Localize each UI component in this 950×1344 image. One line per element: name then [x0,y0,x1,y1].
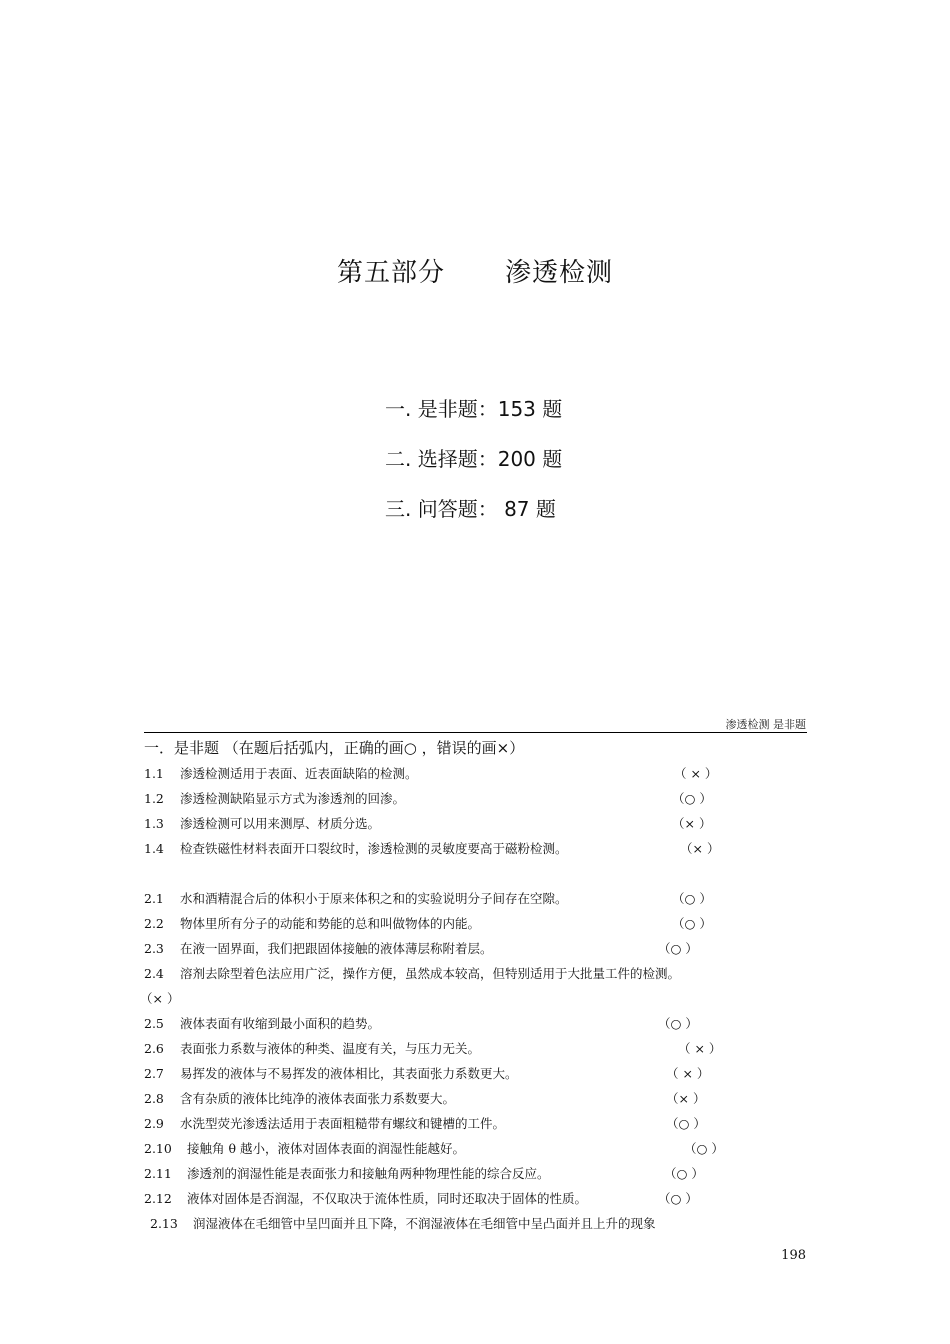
question-text: 检查铁磁性材料表面开口裂纹时，渗透检测的灵敏度要高于磁粉检测。 [180,841,568,856]
question-number: 1.1 [144,766,164,781]
question-text: 溶剂去除型着色法应用广泛，操作方便，虽然成本较高，但特别适用于大批量工件的检测。 [180,966,681,981]
subject-label: 渗透检测 [505,258,614,288]
question-number: 2.1 [144,891,164,906]
answer-mark: （ × ） [666,1066,710,1081]
question-number: 2.3 [144,941,164,956]
question-text: 在液一固界面，我们把跟固体接触的液体薄层称附着层。 [180,941,493,956]
page-number: 198 [781,1248,806,1263]
question-item [144,789,405,807]
answer-mark: （○ ） [658,1191,698,1206]
question-number: 2.8 [144,1091,164,1106]
question-item [144,1164,550,1182]
answer-mark: （○ ） [672,791,712,806]
answer-mark: （× ） [672,816,712,831]
summary-line: 三. 问答题： 87 题 [385,497,556,521]
answer-mark: （○ ） [672,916,712,931]
question-number: 2.6 [144,1041,164,1056]
question-text: 水和酒精混合后的体积小于原来体积之和的实验说明分子间存在空隙。 [180,891,568,906]
answer-mark: （○ ） [664,1166,704,1181]
question-item [144,1039,480,1057]
question-text: 物体里所有分子的动能和势能的总和叫做物体的内能。 [180,916,481,931]
question-text: 水洗型荧光渗透法适用于表面粗糙带有螺纹和键槽的工件。 [180,1116,506,1131]
question-text: 易挥发的液体与不易挥发的液体相比，其表面张力系数更大。 [180,1066,518,1081]
part-title [0,252,950,289]
question-item [144,814,380,832]
question-item [144,914,480,932]
question-number: 2.5 [144,1016,164,1031]
question-item [144,889,568,907]
question-text: 渗透检测适用于表面、近表面缺陷的检测。 [180,766,418,781]
question-item [144,1189,587,1207]
question-number: 2.4 [144,966,164,981]
answer-mark: （○ ） [672,891,712,906]
question-number: 2.10 [144,1141,172,1156]
summary-line: 一. 是非题：153 题 [385,397,563,421]
question-text: 渗透检测可以用来测厚、材质分选。 [180,816,381,831]
header-rule [144,732,807,733]
question-text: 液体表面有收缩到最小面积的趋势。 [180,1016,381,1031]
question-item [144,1064,518,1082]
question-item [144,1014,380,1032]
answer-mark: （○ ） [658,941,698,956]
question-number: 1.4 [144,841,164,856]
question-item [144,764,418,782]
summary-line: 二. 选择题：200 题 [385,447,563,471]
answer-mark: （× ） [680,841,720,856]
answer-mark: （ × ） [674,766,718,781]
question-text: 含有杂质的液体比纯净的液体表面张力系数要大。 [180,1091,456,1106]
question-text: 接触角 θ 越小，液体对固体表面的润湿性能越好。 [187,1141,465,1156]
question-text: 渗透剂的润湿性能是表面张力和接触角两种物理性能的综合反应。 [187,1166,550,1181]
question-number: 2.9 [144,1116,164,1131]
question-count-summary [385,394,562,544]
question-number: 2.7 [144,1066,164,1081]
question-number: 2.12 [144,1191,172,1206]
question-text: 液体对固体是否润湿，不仅取决于流体性质，同时还取决于固体的性质。 [187,1191,588,1206]
question-item [144,1089,455,1107]
answer-mark: （○ ） [658,1016,698,1031]
answer-mark: （ × ） [678,1041,722,1056]
question-number: 1.3 [144,816,164,831]
answer-mark: （× ） [140,991,180,1006]
running-header: 渗透检测 是非题 [725,718,806,731]
answer-mark: （○ ） [684,1141,724,1156]
question-text: 润湿液体在毛细管中呈凹面并且下降，不润湿液体在毛细管中呈凸面并且上升的现象 [193,1216,656,1231]
question-item [144,1139,465,1157]
section-heading: 一．是非题 （在题后括弧内，正确的画○ ，错误的画×） [144,739,525,757]
question-item [144,939,493,957]
question-number: 2.13 [150,1216,178,1231]
question-text: 渗透检测缺陷显示方式为渗透剂的回渗。 [180,791,406,806]
part-label: 第五部分 [336,258,445,288]
question-number: 2.11 [144,1166,172,1181]
answer-mark: （× ） [666,1091,706,1106]
question-item [144,964,680,982]
question-text: 表面张力系数与液体的种类、温度有关，与压力无关。 [180,1041,481,1056]
question-item [144,839,568,857]
question-number: 1.2 [144,791,164,806]
answer-mark: （○ ） [666,1116,706,1131]
question-item [150,1214,656,1232]
question-item [144,1114,505,1132]
question-number: 2.2 [144,916,164,931]
